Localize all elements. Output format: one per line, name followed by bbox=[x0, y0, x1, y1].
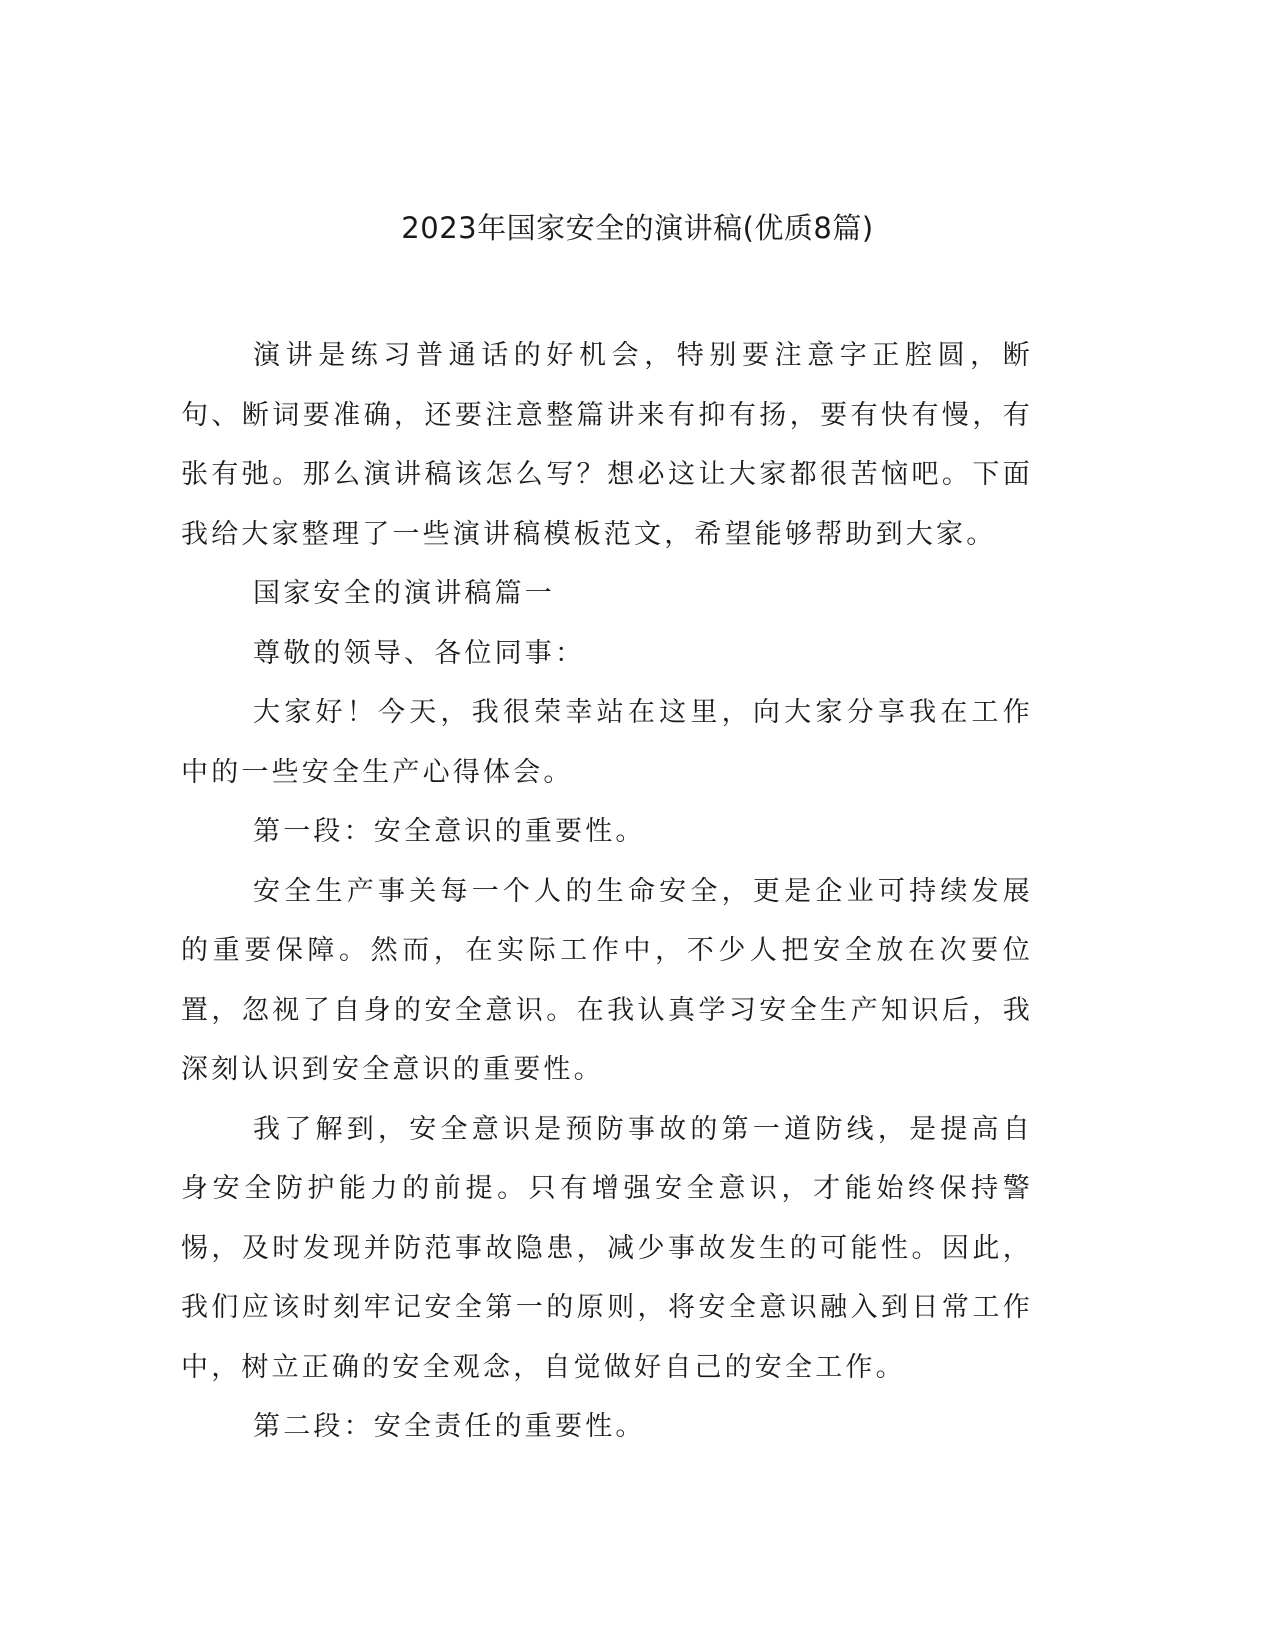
paragraph-greeting: 大家好！今天，我很荣幸站在这里，向大家分享我在工作中的一些安全生产心得体会。 bbox=[181, 697, 1033, 788]
subheading-part-one: 第一段：安全意识的重要性。 bbox=[253, 816, 646, 847]
paragraph-intro: 演讲是练习普通话的好机会，特别要注意字正腔圆，断句、断词要准确，还要注意整篇讲来有抑有扬，要有快有慢，有张有弛。那么演讲稿该怎么写？想必这让大家都很苦恼吧。下面我给大家整理了一些演讲稿模板范文，希望能够帮助到大家。 bbox=[181, 340, 1033, 550]
section-heading-speech-one: 国家安全的演讲稿篇一 bbox=[253, 578, 555, 609]
paragraph-safety-awareness: 安全生产事关每一个人的生命安全，更是企业可持续发展的重要保障。然而，在实际工作中，不少人把安全放在次要位置，忽视了自身的安全意识。在我认真学习安全生产知识后，我深刻认识到安全意识的重要性。 bbox=[181, 875, 1033, 1085]
document-title: 2023年国家安全的演讲稿(优质8篇) bbox=[401, 211, 874, 245]
salutation: 尊敬的领导、各位同事： bbox=[253, 637, 586, 669]
subheading-part-two: 第二段：安全责任的重要性。 bbox=[253, 1411, 646, 1442]
paragraph-first-line-of-defense: 我了解到，安全意识是预防事故的第一道防线，是提高自身安全防护能力的前提。只有增强安全意识，才能始终保持警惕，及时发现并防范事故隐患，减少事故发生的可能性。因此，我们应该时刻牢记安全第一的原则，将安全意识融入到日常工作中，树立正确的安全观念，自觉做好自己的安全工作。 bbox=[181, 1113, 1033, 1383]
document-body bbox=[181, 326, 1033, 1457]
